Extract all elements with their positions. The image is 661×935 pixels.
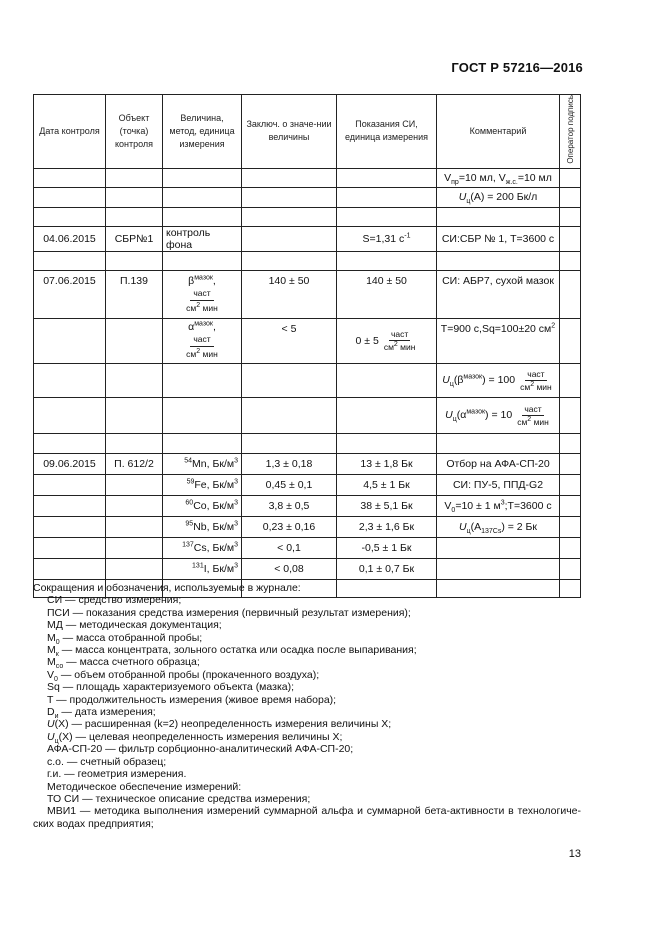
- comment-target-uncertainty: $U_ц(A) = 200$ Бк/л: [437, 187, 560, 207]
- cell-conclusion: 3,8 ± 0,5: [242, 495, 337, 516]
- table-row: [34, 363, 581, 397]
- cell-quantity: контроль фона: [163, 226, 242, 251]
- cell-readings: 13 ± 1,8 Бк: [337, 453, 437, 474]
- cell-conclusion: 1,3 ± 0,18: [242, 453, 337, 474]
- cell-quantity: $\alpha^{мазок}$, част $см^2$ мин: [163, 318, 242, 363]
- cell-object: П.139: [106, 270, 163, 318]
- abbreviations-list: [33, 582, 581, 830]
- note-sq: Sq — площадь характеризуемого объекта (мазка);: [47, 681, 295, 694]
- cell-date: 04.06.2015: [34, 226, 106, 251]
- header-operator: Оператор подпись: [560, 95, 581, 169]
- cell-readings: 0 ± 5 $\frac{\text{част}}{см^2 мин}$: [337, 318, 437, 363]
- cell-comment: Отбор на АФА-СП-20: [437, 453, 560, 474]
- cell-readings: 140 ± 50: [337, 270, 437, 318]
- cell-quantity: $^{137}$Cs, $Бк/м^3$: [163, 537, 242, 558]
- cell-object: П. 612/2: [106, 453, 163, 474]
- note-mvi-line1: МВИ1 — методика выполнения измерений суммарной альфа и суммарной бета-активности в технологиче-: [47, 805, 581, 818]
- cell-quantity: $^{131}$I, $Бк/м^3$: [163, 558, 242, 579]
- note-t: T — продолжительность измерения (живое время набора);: [47, 693, 337, 706]
- cell-comment: $V_0=10 \pm 1$ $м^3;Т=3600$ с: [437, 495, 560, 516]
- cell-readings: 38 ± 5,1 Бк: [337, 495, 437, 516]
- note-si: СИ — средство измерения;: [47, 594, 182, 607]
- table-row: [34, 516, 581, 537]
- table-row: [34, 207, 581, 226]
- table-row: [34, 168, 581, 187]
- notes-intro: Сокращения и обозначения, используемые в журнале:: [33, 582, 301, 594]
- cell-comment: СИ: ПУ-5, ППД-G2: [437, 474, 560, 495]
- cell-quantity: $\beta^{мазок}$, част $см^2$ мин: [163, 270, 242, 318]
- cell-readings: S=1,31 $с^{-1}$: [337, 226, 437, 251]
- note-psi: ПСИ — показания средства измерения (первичный результат измерения);: [47, 606, 411, 619]
- cell-readings: 2,3 ± 1,6 Бк: [337, 516, 437, 537]
- cell-conclusion: < 0,1: [242, 537, 337, 558]
- table-row: [34, 251, 581, 270]
- note-md: МД — методическая документация;: [47, 619, 222, 632]
- note-mvi-line2: ских водах предприятия;: [33, 817, 154, 830]
- document-code: ГОСТ Р 57216—2016: [451, 60, 583, 75]
- cell-date: 07.06.2015: [34, 270, 106, 318]
- table-row: [34, 397, 581, 433]
- comment-beta-uncertainty: $U_ц(\beta^{мазок}) = 100$ $\frac{\text{част}}{см^2 мин}$: [437, 363, 560, 397]
- header-object: Объект (точка) контроля: [106, 95, 163, 169]
- note-gi: г.и. — геометрия измерения.: [47, 768, 187, 781]
- note-m0: $M_0$ — масса отобранной пробы;: [47, 631, 203, 646]
- cell-readings: -0,5 ± 1 Бк: [337, 537, 437, 558]
- comment-alpha-uncertainty: $U_ц(\alpha^{мазок}) = 10$ $\frac{\text{част}}{см^2 мин}$: [437, 397, 560, 433]
- table-row: [34, 453, 581, 474]
- table-row: [34, 270, 581, 318]
- header-comment: Комментарий: [437, 95, 560, 169]
- cell-date: 09.06.2015: [34, 453, 106, 474]
- header-quantity: Величина, метод, единица измерения: [163, 95, 242, 169]
- comment-volumes: $V_{пр}=10$ мл, $V_{ж.с.}=10$ мл: [437, 168, 560, 187]
- cell-readings: 0,1 ± 0,7 Бк: [337, 558, 437, 579]
- header-conclusion: Заключ. о значе-нии величины: [242, 95, 337, 169]
- header-readings: Показания СИ, единица измерения: [337, 95, 437, 169]
- note-afa: АФА-СП-20 — фильтр сорбционно-аналитический АФА-СП-20;: [47, 743, 354, 756]
- cell-conclusion: < 5: [242, 318, 337, 363]
- note-to: ТО СИ — техническое описание средства измерения;: [47, 792, 311, 805]
- cell-comment: $U_ц(A_{137Cs}) = 2$ Бк: [437, 516, 560, 537]
- header-date: Дата контроля: [34, 95, 106, 169]
- cell-quantity: $^{54}$Mn, $Бк/м^3$: [163, 453, 242, 474]
- table-header-row: [34, 95, 581, 169]
- table-row: [34, 474, 581, 495]
- cell-conclusion: 0,45 ± 0,1: [242, 474, 337, 495]
- cell-conclusion: 140 ± 50: [242, 270, 337, 318]
- table-row: [34, 318, 581, 363]
- journal-table: [33, 94, 581, 598]
- table-row: [34, 495, 581, 516]
- page-number: 13: [568, 848, 581, 860]
- cell-conclusion: < 0,08: [242, 558, 337, 579]
- table-row: [34, 558, 581, 579]
- cell-comment: Т=900 с,Sq=100±20 $см^2$: [437, 318, 560, 363]
- note-ux: U(X) — расширенная (k=2) неопределенность измерения величины X;: [47, 718, 392, 731]
- note-ucx: $U_ц(X)$ — целевая неопределенность измерения величины X;: [47, 730, 343, 745]
- table-row: [34, 187, 581, 207]
- note-v0: $V_0$ — объем отобранной пробы (прокаченного воздуха);: [47, 668, 320, 683]
- table-row: [34, 433, 581, 453]
- note-di: $D_и$ — дата измерения;: [47, 706, 156, 721]
- cell-quantity: $^{95}$Nb, $Бк/м^3$: [163, 516, 242, 537]
- cell-comment: СИ:СБР № 1, Т=3600 с: [437, 226, 560, 251]
- note-so: с.о. — счетный образец;: [47, 755, 167, 768]
- table-row: [34, 226, 581, 251]
- cell-quantity: $^{59}$Fe, $Бк/м^3$: [163, 474, 242, 495]
- note-mk: $M_к$ — масса концентрата, зольного остатка или осадка после выпаривания;: [47, 644, 417, 659]
- note-mco: $M_{со}$ — масса счетного образца;: [47, 656, 200, 671]
- cell-comment: СИ: АБР7, сухой мазок: [437, 270, 560, 318]
- cell-quantity: $^{60}$Co, $Бк/м^3$: [163, 495, 242, 516]
- table-row: [34, 537, 581, 558]
- cell-readings: 4,5 ± 1 Бк: [337, 474, 437, 495]
- note-methods: Методическое обеспечение измерений:: [47, 780, 242, 793]
- cell-conclusion: 0,23 ± 0,16: [242, 516, 337, 537]
- cell-object: СБР№1: [106, 226, 163, 251]
